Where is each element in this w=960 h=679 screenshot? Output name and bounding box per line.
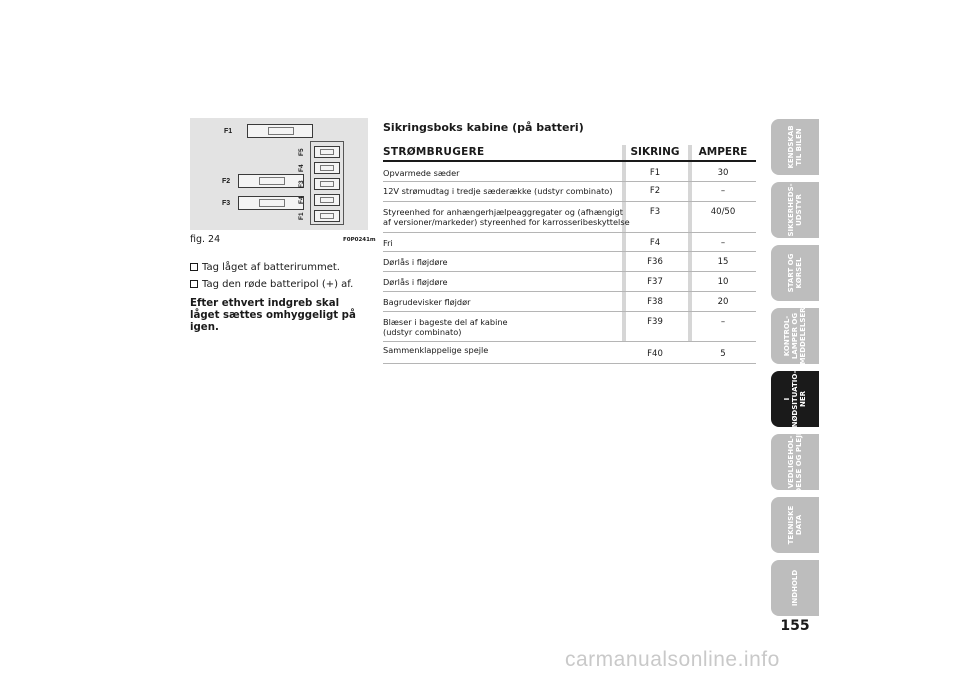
- instruction-item: Tag låget af batterirummet.: [190, 262, 340, 273]
- header-consumers: STRØMBRUGERE: [383, 146, 485, 158]
- tab-start-og-korsel[interactable]: START OG KØRSEL: [771, 245, 819, 301]
- cell-fuse: F39: [647, 317, 663, 327]
- cell-fuse: F40: [647, 349, 663, 359]
- cell-consumer: Dørlås i fløjdøre: [383, 257, 448, 267]
- cell-consumer: Blæser i bageste del af kabine: [383, 317, 508, 327]
- tab-indhold[interactable]: INDHOLD: [771, 560, 819, 616]
- tab-kendskab-til-bilen[interactable]: KENDSKAB TIL BILEN: [771, 119, 819, 175]
- checkbox-square-icon: [190, 280, 198, 288]
- table-title: Sikringsboks kabine (på batteri): [383, 121, 584, 134]
- small-fuse: [314, 146, 340, 158]
- small-fuse-label: F4: [298, 196, 305, 204]
- cell-consumer: Styreenhed for anhængerhjælpeaggregater og (afhængigt: [383, 207, 623, 217]
- header-rule: [383, 160, 756, 162]
- small-fuse: [314, 210, 340, 222]
- checkbox-square-icon: [190, 263, 198, 271]
- cell-consumer: Opvarmede sæder: [383, 168, 460, 178]
- cell-consumer: Sammenklappelige spejle: [383, 345, 489, 355]
- cell-ampere: 5: [720, 349, 726, 359]
- small-fuse-label: F5: [298, 148, 305, 156]
- cell-fuse: F3: [649, 207, 661, 217]
- cell-ampere: 40/50: [710, 207, 736, 217]
- cell-ampere: 15: [717, 257, 729, 267]
- small-fuse-label: F1: [298, 212, 305, 220]
- tab-tekniske-data[interactable]: TEKNISKE DATA: [771, 497, 819, 553]
- cell-ampere: –: [720, 186, 726, 196]
- page-number: 155: [780, 618, 810, 634]
- small-fuse: [314, 162, 340, 174]
- cell-fuse: F38: [647, 297, 663, 307]
- cell-ampere: –: [720, 317, 726, 327]
- row-divider: [383, 271, 756, 272]
- row-divider: [383, 251, 756, 252]
- row-divider: [383, 181, 756, 182]
- header-fuse: SIKRING: [630, 146, 680, 158]
- tab-sikkerhedsudstyr[interactable]: SIKKERHEDS- UDSTYR: [771, 182, 819, 238]
- figure-caption: fig. 24: [190, 234, 221, 245]
- row-divider: [383, 291, 756, 292]
- cell-ampere: 10: [717, 277, 729, 287]
- instruction-item: Tag den røde batteripol (+) af.: [190, 279, 353, 290]
- small-fuse: [314, 194, 340, 206]
- warning-text: Efter ethvert indgreb skal låget sættes omhyggeligt på igen.: [190, 298, 356, 333]
- cell-consumer-line2: (udstyr combinato): [383, 327, 462, 337]
- cell-consumer-line2: af versioner/markeder) styreenhed for karrosseribeskyttelse: [383, 217, 630, 227]
- cell-ampere: –: [720, 238, 726, 248]
- tab-kontrollamper[interactable]: KONTROL- LAMPER OG MEDDELELSER: [771, 308, 819, 364]
- cell-fuse: F36: [647, 257, 663, 267]
- row-divider: [383, 363, 756, 364]
- small-fuse: [314, 178, 340, 190]
- column-divider: [688, 162, 692, 342]
- row-divider: [383, 341, 756, 342]
- fuse-label-f2: F2: [222, 178, 231, 185]
- tab-nodsituationer[interactable]: I NØDSITUATIO- NER: [771, 371, 819, 427]
- cell-consumer: Bagrudevisker fløjdør: [383, 297, 471, 307]
- small-fuse-label: F4: [298, 164, 305, 172]
- header-ampere: AMPERE: [698, 146, 748, 158]
- tab-vedligeholdelse[interactable]: VEDLIGEHOL- DELSE OG PLEJE: [771, 434, 819, 490]
- cell-ampere: 20: [717, 297, 729, 307]
- row-divider: [383, 311, 756, 312]
- cell-fuse: F37: [647, 277, 663, 287]
- row-divider: [383, 232, 756, 233]
- cell-consumer: 12V strømudtag i tredje sæderække (udstyr combinato): [383, 186, 613, 196]
- row-divider: [383, 201, 756, 202]
- cell-fuse: F1: [649, 168, 661, 178]
- cell-ampere: 30: [717, 168, 729, 178]
- cell-consumer: Fri: [383, 238, 393, 248]
- fuse-label-f1: F1: [224, 128, 233, 135]
- cell-fuse: F4: [649, 238, 661, 248]
- cell-consumer: Dørlås i fløjdøre: [383, 277, 448, 287]
- fuse-label-f3: F3: [222, 200, 231, 207]
- cell-fuse: F2: [649, 186, 661, 196]
- figure-code: F0P0241m: [343, 237, 376, 243]
- watermark: carmanualsonline.info: [565, 648, 780, 671]
- small-fuse-label: F3: [298, 180, 305, 188]
